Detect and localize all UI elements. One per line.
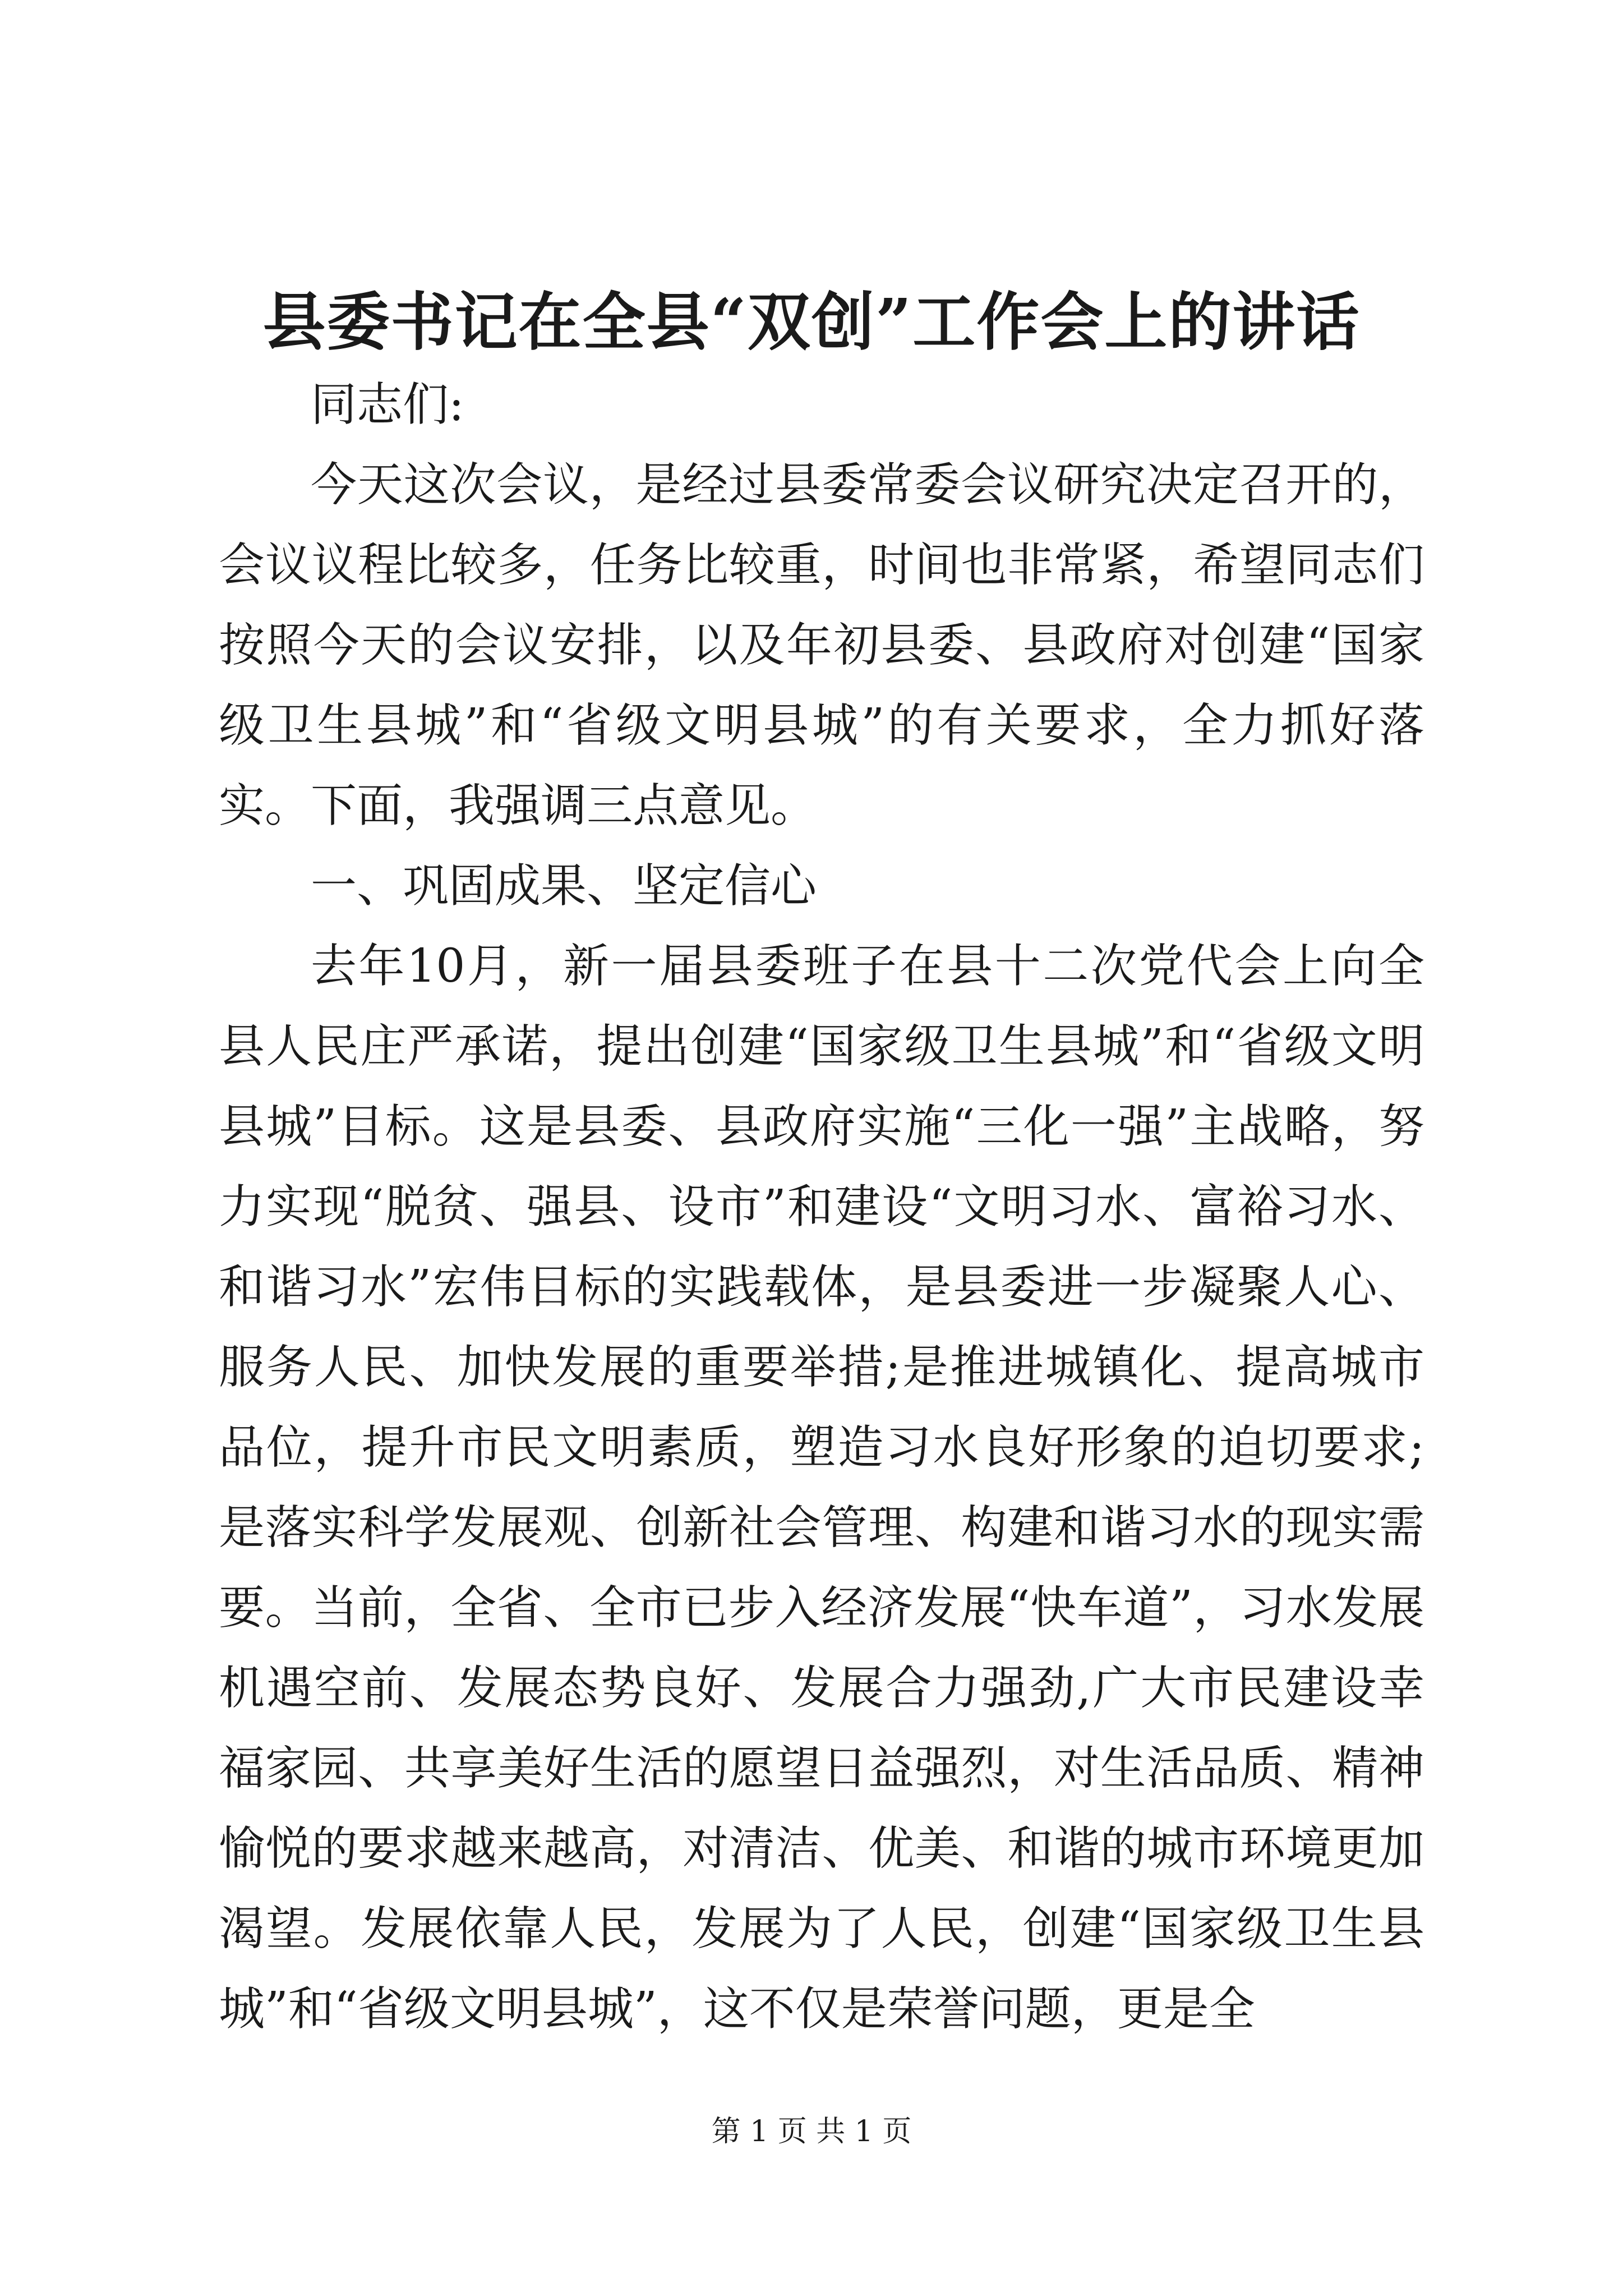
page-number-footer: 第 1 页 共 1 页 [711,2115,912,2148]
body-paragraph: 今天这次会议，是经过县委常委会议研究决定召开的，会议议程比较多，任务比较重，时间也非常紧，希望同志们按照今天的会议安排，以及年初县委、县政府对创建“国家级卫生县城”和“省级文明县城”的有关要求，全力抓好落实。下面，我强调三点意见。 [219,458,1424,832]
body-paragraph: 去年10月，新一届县委班子在县十二次党代会上向全县人民庄严承诺，提出创建“国家级卫生县城”和“省级文明县城”目标。这是县委、县政府实施“三化一强”主战略，努力实现“脱贫、强县、设市”和建设“文明习水、富裕习水、和谐习水”宏伟目标的实践载体，是县委进一步凝聚人心、服务人民、加快发展的重要举措;是推进城镇化、提高城市品位，提升市民文明素质，塑造习水良好形象的迫切要求;是落实科学发展观、创新社会管理、构建和谐习水的现实需要。当前，全省、全市已步入经济发展“快车道”，习水发展机遇空前、发展态势良好、发展合力强劲,广大市民建设幸福家园、共享美好生活的愿望日益强烈，对生活品质、精神愉悦的要求越来越高，对清洁、优美、和谐的城市环境更加渴望。发展依靠人民，发展为了人民，创建“国家级卫生县城”和“省级文明县城”，这不仅是荣誉问题，更是全 [219,940,1424,2036]
section-heading: 一、巩固成果、坚定信心 [311,859,817,913]
document-body [219,365,1424,2049]
document-title: 县委书记在全县“双创”工作会上的讲话 [262,286,1361,359]
salutation: 同志们: [311,378,464,431]
